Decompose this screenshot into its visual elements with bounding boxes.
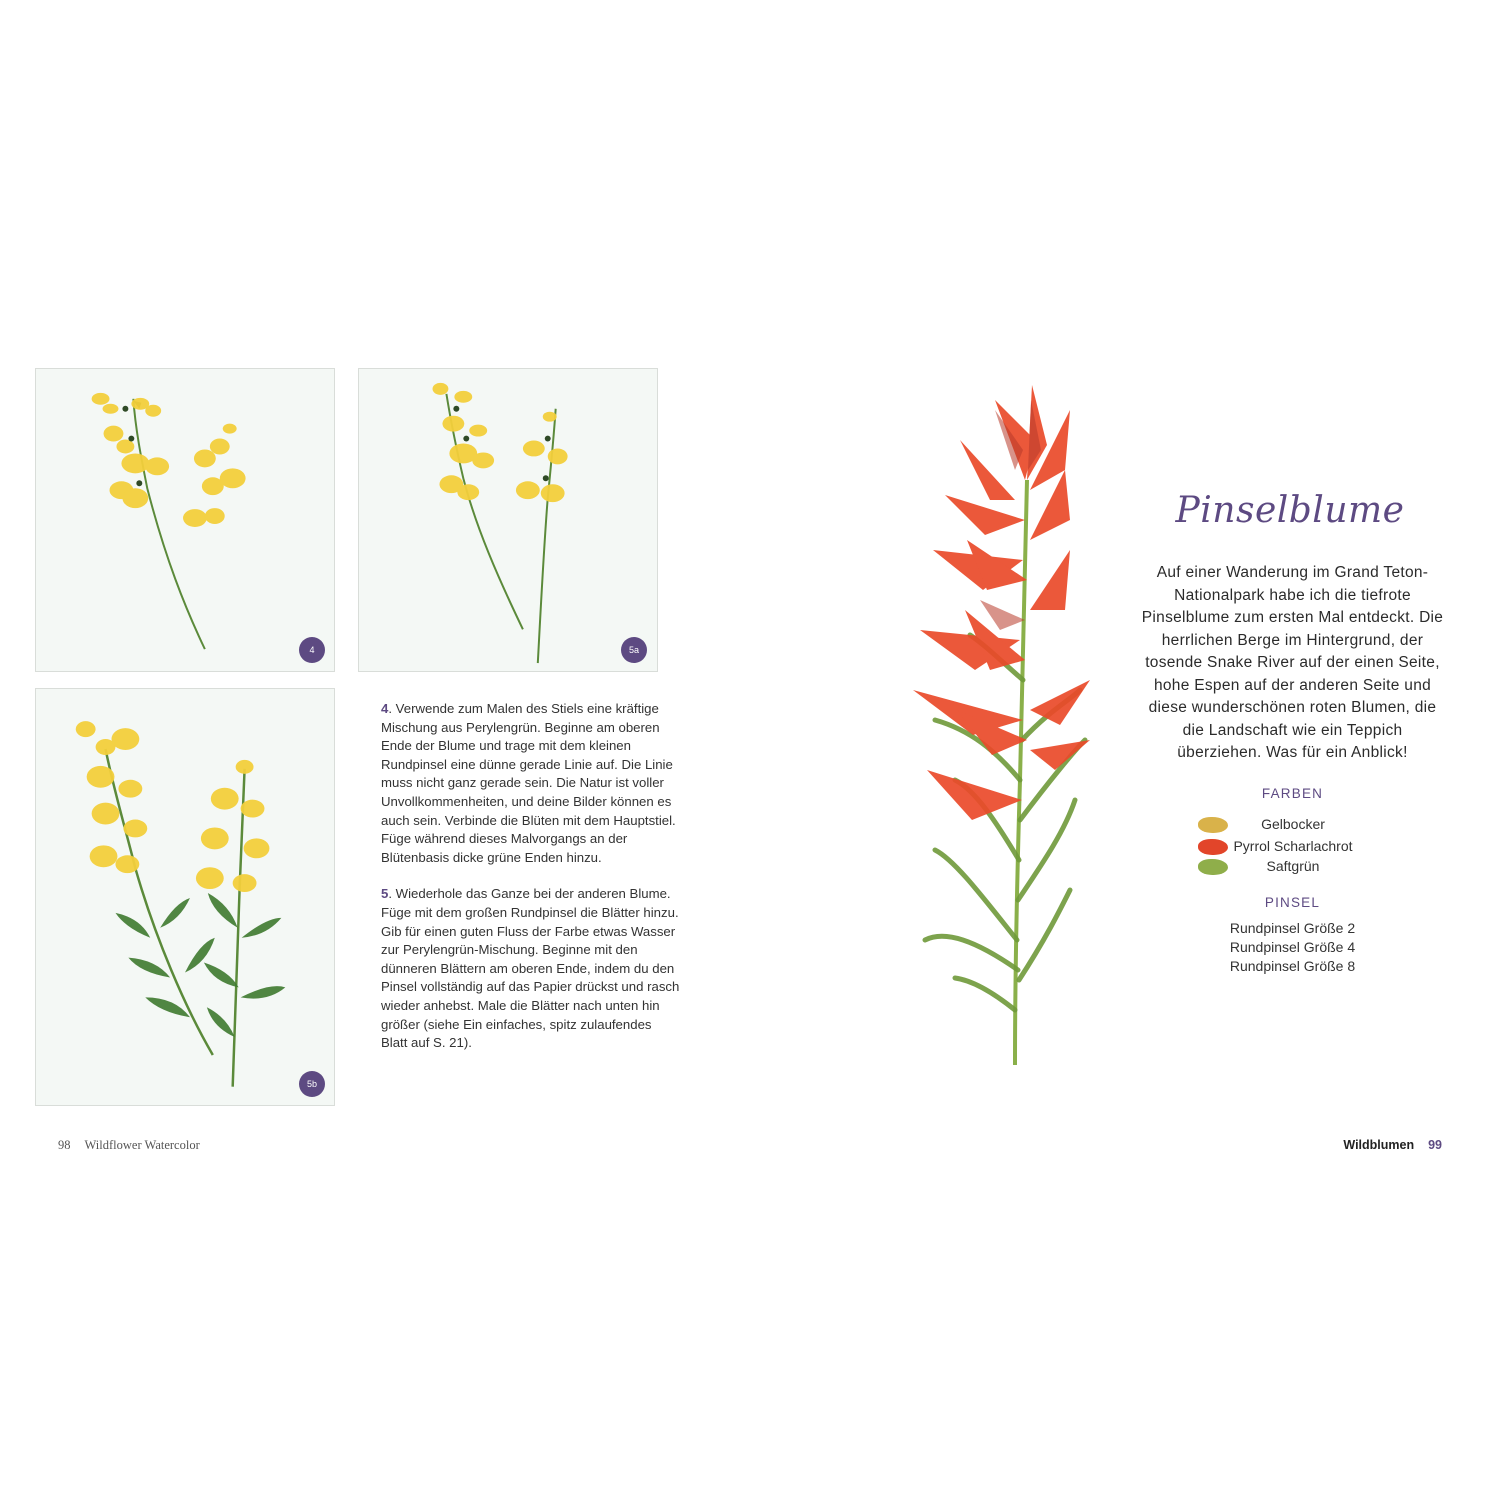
color-item-pyrrol-scharlachrot [1198, 837, 1368, 857]
color-name: Pyrrol Scharlachrot [1233, 838, 1353, 854]
color-name: Gelbocker [1261, 816, 1325, 832]
instructions-text [381, 700, 681, 1071]
step-4-number: 4 [381, 701, 389, 716]
step-5-number: 5 [381, 886, 389, 902]
step-5-paragraph [381, 885, 681, 1052]
yellow-flower-with-leaves [36, 689, 334, 1105]
right-page-number: 99 [1428, 1138, 1442, 1152]
step-badge-5b: 5b [299, 1071, 325, 1097]
section-name: Wildblumen [1343, 1138, 1415, 1152]
brush-item: Rundpinsel Größe 2 [1229, 920, 1356, 936]
colors-heading: FARBEN [1261, 786, 1324, 801]
step-5-text: . Wiederhole das Ganze bei der anderen Blume. Füge mit dem großen Rundpinsel die Blätter hinzu. Gib für einen guten Fluss der Farbe etwas Wasser zur Perylengrün-Mischung. Beginne mit den dünneren Blättern am oberen Ende, indem du den Pinsel vollständig auf das Papier drückst und rasch wieder anhebst. Male die Blätter nach unten hin größer (siehe Ein einfaches, spitz zulaufendes Blatt auf S. 21). [381, 886, 680, 1051]
brushes-heading: PINSEL [1264, 895, 1321, 910]
page-title: Pinselblume [1175, 490, 1405, 531]
book-title: Wildflower Watercolor [84, 1138, 200, 1152]
left-folio [58, 1138, 200, 1153]
step-4-illustration [35, 368, 335, 672]
paintbrush-flower-painting [875, 380, 1105, 1070]
step-5a-illustration [358, 368, 658, 672]
intro-paragraph: Auf einer Wanderung im Grand Teton-Nationalpark habe ich die tiefrote Pinselblume zum ersten Mal entdeckt. Die herrlichen Berge im Hintergrund, der tosende Snake River auf der einen Seite, hohe Espen auf der anderen Seite und diese wunderschönen roten Blumen, die die Landschaft wie ein Teppich überziehen. Was für ein Anblick! [1141, 564, 1444, 761]
color-name: Saftgrün [1266, 858, 1320, 874]
brush-item: Rundpinsel Größe 8 [1229, 958, 1356, 974]
color-item-gelbocker [1198, 815, 1368, 835]
yellow-flower-sketch-5a [359, 369, 657, 671]
brush-item: Rundpinsel Größe 4 [1229, 939, 1356, 955]
red-flower-illustration [875, 380, 1105, 1070]
right-folio [1343, 1138, 1442, 1152]
color-item-saftgruen [1198, 857, 1368, 877]
step-badge-4: 4 [299, 637, 325, 663]
step-badge-5a: 5a [621, 637, 647, 663]
step-4-text: . Verwende zum Malen des Stiels eine kräftige Mischung aus Perylengrün. Beginne am oberen Ende der Blume und trage mit dem kleinen Rundpinsel eine dünne gerade Linie auf. Die Linie muss nicht ganz gerade sein. Die Natur ist voller Unvollkommenheiten, und deine Bilder können es auch sein. Verbinde die Blüten mit dem Hauptstiel. Füge während dieses Malvorgangs an der Blütenbasis dicke grüne Enden hinzu. [381, 701, 676, 865]
step-5b-illustration [35, 688, 335, 1106]
yellow-flower-sketch-4 [36, 369, 334, 671]
left-page-number: 98 [58, 1138, 71, 1152]
step-4-paragraph [381, 700, 681, 867]
